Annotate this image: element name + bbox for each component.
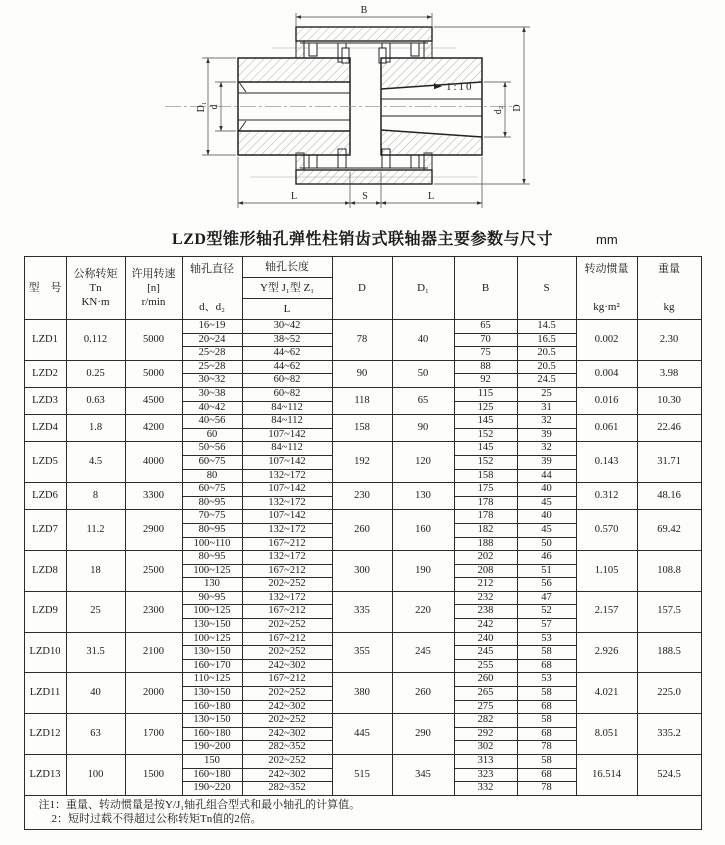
dim-S-cell: 68 [517,700,576,714]
bore-diameter-cell: 30~38 [182,387,242,401]
dim-S-cell: 24.5 [517,374,576,388]
taper-label: 1:10 [446,81,474,93]
dim-S-cell: 58 [517,755,576,769]
torque-cell: 0.112 [66,320,125,361]
inertia-cell: 0.016 [576,387,637,414]
bore-length-cell: 107~142 [242,455,332,469]
table-row [24,591,701,605]
dim-D1-cell: 50 [392,360,454,387]
note-1: 注1：重量、转动惯量是按Y/J₁轴孔组合型式和最小轴孔的计算值。 [38,798,361,811]
dim-D1-cell: 160 [392,510,454,551]
dim-B-cell: 125 [454,401,517,415]
bore-diameter-cell: 25~28 [182,360,242,374]
dim-D1-cell: 220 [392,591,454,632]
header-dim-B: B [454,257,517,320]
dim-S-cell: 25 [517,387,576,401]
torque-cell: 11.2 [66,510,125,551]
inertia-cell: 4.021 [576,673,637,714]
bore-diameter-cell: 110~125 [182,673,242,687]
bore-diameter-cell: 130~150 [182,714,242,728]
dim-B-cell: 260 [454,673,517,687]
unit-label: mm [596,232,618,247]
inertia-cell: 1.105 [576,551,637,592]
dim-B-cell: 175 [454,483,517,497]
dim-B-cell: 88 [454,360,517,374]
dim-D1-cell: 260 [392,673,454,714]
table-row [24,673,701,687]
weight-cell: 225.0 [637,673,701,714]
dim-B-cell: 145 [454,415,517,429]
dim-L-right-label: L [427,191,435,202]
dim-B-cell: 212 [454,578,517,592]
coupling-section-drawing [0,0,725,226]
dim-S-cell: 47 [517,591,576,605]
bore-length-cell: 107~142 [242,428,332,442]
torque-cell: 63 [66,714,125,755]
speed-cell: 4500 [125,387,182,414]
dim-S-cell: 20.5 [517,347,576,361]
dim-S-cell: 50 [517,537,576,551]
dim-S-cell: 39 [517,455,576,469]
dim-D-cell: 118 [332,387,392,414]
model-cell: LZD10 [24,632,66,673]
dim-S-cell: 53 [517,632,576,646]
bore-diameter-cell: 90~95 [182,591,242,605]
speed-cell: 2500 [125,551,182,592]
dim-S-cell: 58 [517,687,576,701]
dim-S-cell: 58 [517,714,576,728]
bore-diameter-cell: 40~56 [182,415,242,429]
header-weight: 重量 kg [637,257,701,320]
dim-S-cell: 51 [517,564,576,578]
dim-S-cell: 39 [517,428,576,442]
bore-length-cell: 282~352 [242,782,332,796]
dim-D1-cell: 65 [392,387,454,414]
weight-cell: 335.2 [637,714,701,755]
table-row [24,360,701,374]
dim-S-cell: 45 [517,496,576,510]
dim-L-left-label: L [290,191,298,202]
table-row [24,320,701,334]
model-cell: LZD1 [24,320,66,361]
dim-B-cell: 265 [454,687,517,701]
bore-length-cell: 167~212 [242,605,332,619]
bore-diameter-cell: 100~110 [182,537,242,551]
bore-diameter-cell: 150 [182,755,242,769]
dim-S-cell: 58 [517,646,576,660]
bore-length-cell: 202~252 [242,687,332,701]
bore-length-cell: 282~352 [242,741,332,755]
header-inertia: 转动惯量 kg·m² [576,257,637,320]
header-dim-D: D [332,257,392,320]
bore-length-cell: 132~172 [242,496,332,510]
inertia-cell: 0.570 [576,510,637,551]
bore-length-cell: 242~302 [242,700,332,714]
dim-B-cell: 75 [454,347,517,361]
dim-B-cell: 255 [454,659,517,673]
dim-D-cell: 380 [332,673,392,714]
inertia-cell: 0.002 [576,320,637,361]
torque-cell: 40 [66,673,125,714]
bore-length-cell: 202~252 [242,578,332,592]
title-row [0,228,725,252]
dim-B-cell: 240 [454,632,517,646]
dim-B-cell: 70 [454,333,517,347]
dim-S-cell: 32 [517,442,576,456]
bore-length-cell: 107~142 [242,510,332,524]
torque-cell: 4.5 [66,442,125,483]
dim-D1-cell: 130 [392,483,454,510]
dim-S-cell: 31 [517,401,576,415]
dim-B-cell: 275 [454,700,517,714]
dim-D-cell: 515 [332,755,392,796]
header-bore-length: 轴孔长度 Y型 J₁型 Z₁ L [242,257,332,320]
dim-B-cell: 202 [454,551,517,565]
bore-length-cell: 167~212 [242,673,332,687]
dim-B-cell: 92 [454,374,517,388]
bore-diameter-cell: 160~180 [182,768,242,782]
bore-length-cell: 30~42 [242,320,332,334]
speed-cell: 3300 [125,483,182,510]
bore-length-cell: 84~112 [242,442,332,456]
weight-cell: 22.46 [637,415,701,442]
bore-length-cell: 132~172 [242,551,332,565]
model-cell: LZD3 [24,387,66,414]
spec-table-body [24,320,701,796]
weight-cell: 524.5 [637,755,701,796]
speed-cell: 2100 [125,632,182,673]
dim-D-cell: 192 [332,442,392,483]
notes-cell [24,795,701,829]
inertia-cell: 2.926 [576,632,637,673]
dim-B-cell: 145 [454,442,517,456]
bore-diameter-cell: 130~150 [182,619,242,633]
dim-B-cell: 238 [454,605,517,619]
weight-cell: 69.42 [637,510,701,551]
speed-cell: 2000 [125,673,182,714]
speed-cell: 5000 [125,320,182,361]
table-row [24,714,701,728]
inertia-cell: 0.312 [576,483,637,510]
inertia-cell: 0.061 [576,415,637,442]
torque-cell: 31.5 [66,632,125,673]
weight-cell: 3.98 [637,360,701,387]
dim-B-cell: 245 [454,646,517,660]
model-cell: LZD4 [24,415,66,442]
dim-S-cell: 52 [517,605,576,619]
bore-diameter-cell: 16~19 [182,320,242,334]
dim-S-cell: 40 [517,483,576,497]
page-title: LZD型锥形轴孔弹性柱销齿式联轴器主要参数与尺寸 [172,231,553,248]
bore-diameter-cell: 160~180 [182,727,242,741]
bore-length-cell: 60~82 [242,387,332,401]
speed-cell: 4000 [125,442,182,483]
bore-length-cell: 242~302 [242,768,332,782]
dim-B-cell: 208 [454,564,517,578]
dim-D-label: D [512,104,523,112]
bore-diameter-cell: 80 [182,469,242,483]
dim-S-cell: 56 [517,578,576,592]
bore-diameter-cell: 130 [182,578,242,592]
dim-B-cell: 302 [454,741,517,755]
torque-cell: 25 [66,591,125,632]
inertia-cell: 2.157 [576,591,637,632]
bore-diameter-cell: 160~170 [182,659,242,673]
bore-length-cell: 202~252 [242,714,332,728]
torque-cell: 0.25 [66,360,125,387]
bore-length-cell: 242~302 [242,659,332,673]
dim-D1-cell: 190 [392,551,454,592]
dim-S-cell: 68 [517,768,576,782]
bore-diameter-cell: 130~150 [182,687,242,701]
dim-D-cell: 445 [332,714,392,755]
dim-D1-cell: 120 [392,442,454,483]
bore-diameter-cell: 190~200 [182,741,242,755]
dim-S-cell: 53 [517,673,576,687]
dim-B-cell: 282 [454,714,517,728]
dim-B-cell: 292 [454,727,517,741]
bore-diameter-cell: 130~150 [182,646,242,660]
note-2: 2：短时过载不得超过公称转矩Tn值的2倍。 [51,812,262,825]
dim-D-cell: 158 [332,415,392,442]
dim-B-cell: 232 [454,591,517,605]
dim-D1-cell: 40 [392,320,454,361]
bore-length-cell: 202~252 [242,755,332,769]
bore-diameter-cell: 100~125 [182,564,242,578]
model-cell: LZD13 [24,755,66,796]
bore-length-cell: 107~142 [242,483,332,497]
bore-diameter-cell: 60 [182,428,242,442]
header-speed: 许用转速 [n] r/min [125,257,182,320]
speed-cell: 2900 [125,510,182,551]
bore-diameter-cell: 190~220 [182,782,242,796]
bore-diameter-cell: 20~24 [182,333,242,347]
model-cell: LZD11 [24,673,66,714]
bore-diameter-cell: 60~75 [182,483,242,497]
speed-cell: 1500 [125,755,182,796]
dim-D-cell: 90 [332,360,392,387]
weight-cell: 188.5 [637,632,701,673]
dim-B-cell: 65 [454,320,517,334]
dim-S-cell: 40 [517,510,576,524]
dim-B-label: B [360,5,368,16]
bore-diameter-cell: 70~75 [182,510,242,524]
header-row [24,257,701,320]
table-row [24,755,701,769]
dim-B-cell: 313 [454,755,517,769]
header-dim-S: S [517,257,576,320]
dim-D-cell: 230 [332,483,392,510]
bore-length-cell: 38~52 [242,333,332,347]
dim-d-label: d [209,104,220,110]
inertia-cell: 8.051 [576,714,637,755]
torque-cell: 8 [66,483,125,510]
dim-S-cell: 14.5 [517,320,576,334]
inertia-cell: 16.514 [576,755,637,796]
model-cell: LZD9 [24,591,66,632]
weight-cell: 31.71 [637,442,701,483]
bore-length-cell: 44~62 [242,360,332,374]
bore-diameter-cell: 100~125 [182,632,242,646]
model-cell: LZD5 [24,442,66,483]
dim-S-cell: 20.5 [517,360,576,374]
dim-S-label: S [362,191,368,202]
dim-D-cell: 260 [332,510,392,551]
notes-row [24,795,701,829]
dim-S-cell: 45 [517,523,576,537]
dim-B-cell: 323 [454,768,517,782]
bore-diameter-cell: 80~95 [182,523,242,537]
dim-B-cell: 158 [454,469,517,483]
header-bore-diameter: 轴孔直径 d、d₂ [182,257,242,320]
dim-B-cell: 188 [454,537,517,551]
dim-S-cell: 46 [517,551,576,565]
dim-B-cell: 242 [454,619,517,633]
dim-S-cell: 68 [517,727,576,741]
bore-length-cell: 242~302 [242,727,332,741]
table-row [24,551,701,565]
bore-diameter-cell: 25~28 [182,347,242,361]
model-cell: LZD2 [24,360,66,387]
dim-B-cell: 152 [454,455,517,469]
table-row [24,632,701,646]
inertia-cell: 0.004 [576,360,637,387]
dim-B-cell: 152 [454,428,517,442]
bore-length-cell: 167~212 [242,564,332,578]
torque-cell: 100 [66,755,125,796]
bore-length-cell: 202~252 [242,646,332,660]
dim-D1-label: D₁ [196,101,207,113]
torque-cell: 1.8 [66,415,125,442]
header-model: 型 号 [24,257,66,320]
bore-diameter-cell: 80~95 [182,496,242,510]
bore-length-cell: 84~112 [242,401,332,415]
dim-B-cell: 178 [454,510,517,524]
dim-D-cell: 355 [332,632,392,673]
dim-B-cell: 332 [454,782,517,796]
table-row [24,415,701,429]
dim-S-cell: 78 [517,741,576,755]
weight-cell: 2.30 [637,320,701,361]
weight-cell: 10.30 [637,387,701,414]
weight-cell: 108.8 [637,551,701,592]
dim-S-cell: 44 [517,469,576,483]
bore-length-cell: 60~82 [242,374,332,388]
dim-D1-cell: 245 [392,632,454,673]
table-row [24,442,701,456]
dim-B-cell: 115 [454,387,517,401]
bore-diameter-cell: 50~56 [182,442,242,456]
weight-cell: 48.16 [637,483,701,510]
model-cell: LZD7 [24,510,66,551]
bore-length-cell: 167~212 [242,537,332,551]
speed-cell: 2300 [125,591,182,632]
bore-diameter-cell: 160~180 [182,700,242,714]
bore-length-cell: 202~252 [242,619,332,633]
dim-D1-cell: 290 [392,714,454,755]
dim-D-cell: 300 [332,551,392,592]
dim-d2-label: d₂ [493,105,504,115]
dim-B-cell: 182 [454,523,517,537]
bore-diameter-cell: 80~95 [182,551,242,565]
dim-S-cell: 68 [517,659,576,673]
bore-length-cell: 44~62 [242,347,332,361]
model-cell: LZD12 [24,714,66,755]
dim-S-cell: 78 [517,782,576,796]
dim-S-cell: 57 [517,619,576,633]
speed-cell: 1700 [125,714,182,755]
weight-cell: 157.5 [637,591,701,632]
model-cell: LZD6 [24,483,66,510]
speed-cell: 4200 [125,415,182,442]
spec-table [24,256,702,830]
table-row [24,483,701,497]
bore-length-cell: 132~172 [242,591,332,605]
dim-D1-cell: 90 [392,415,454,442]
speed-cell: 5000 [125,360,182,387]
bore-diameter-cell: 60~75 [182,455,242,469]
table-row [24,510,701,524]
inertia-cell: 0.143 [576,442,637,483]
header-dim-D1: D₁ [392,257,454,320]
dim-D-cell: 335 [332,591,392,632]
dim-D1-cell: 345 [392,755,454,796]
bore-length-cell: 132~172 [242,523,332,537]
dim-B-cell: 178 [454,496,517,510]
bore-diameter-cell: 40~42 [182,401,242,415]
dim-S-cell: 32 [517,415,576,429]
dim-D-cell: 78 [332,320,392,361]
bore-diameter-cell: 100~125 [182,605,242,619]
dim-S-cell: 16.5 [517,333,576,347]
bore-length-cell: 84~112 [242,415,332,429]
model-cell: LZD8 [24,551,66,592]
bore-diameter-cell: 30~32 [182,374,242,388]
bore-length-cell: 167~212 [242,632,332,646]
bore-length-cell: 132~172 [242,469,332,483]
header-torque: 公称转矩 Tn KN·m [66,257,125,320]
torque-cell: 0.63 [66,387,125,414]
torque-cell: 18 [66,551,125,592]
table-row [24,387,701,401]
